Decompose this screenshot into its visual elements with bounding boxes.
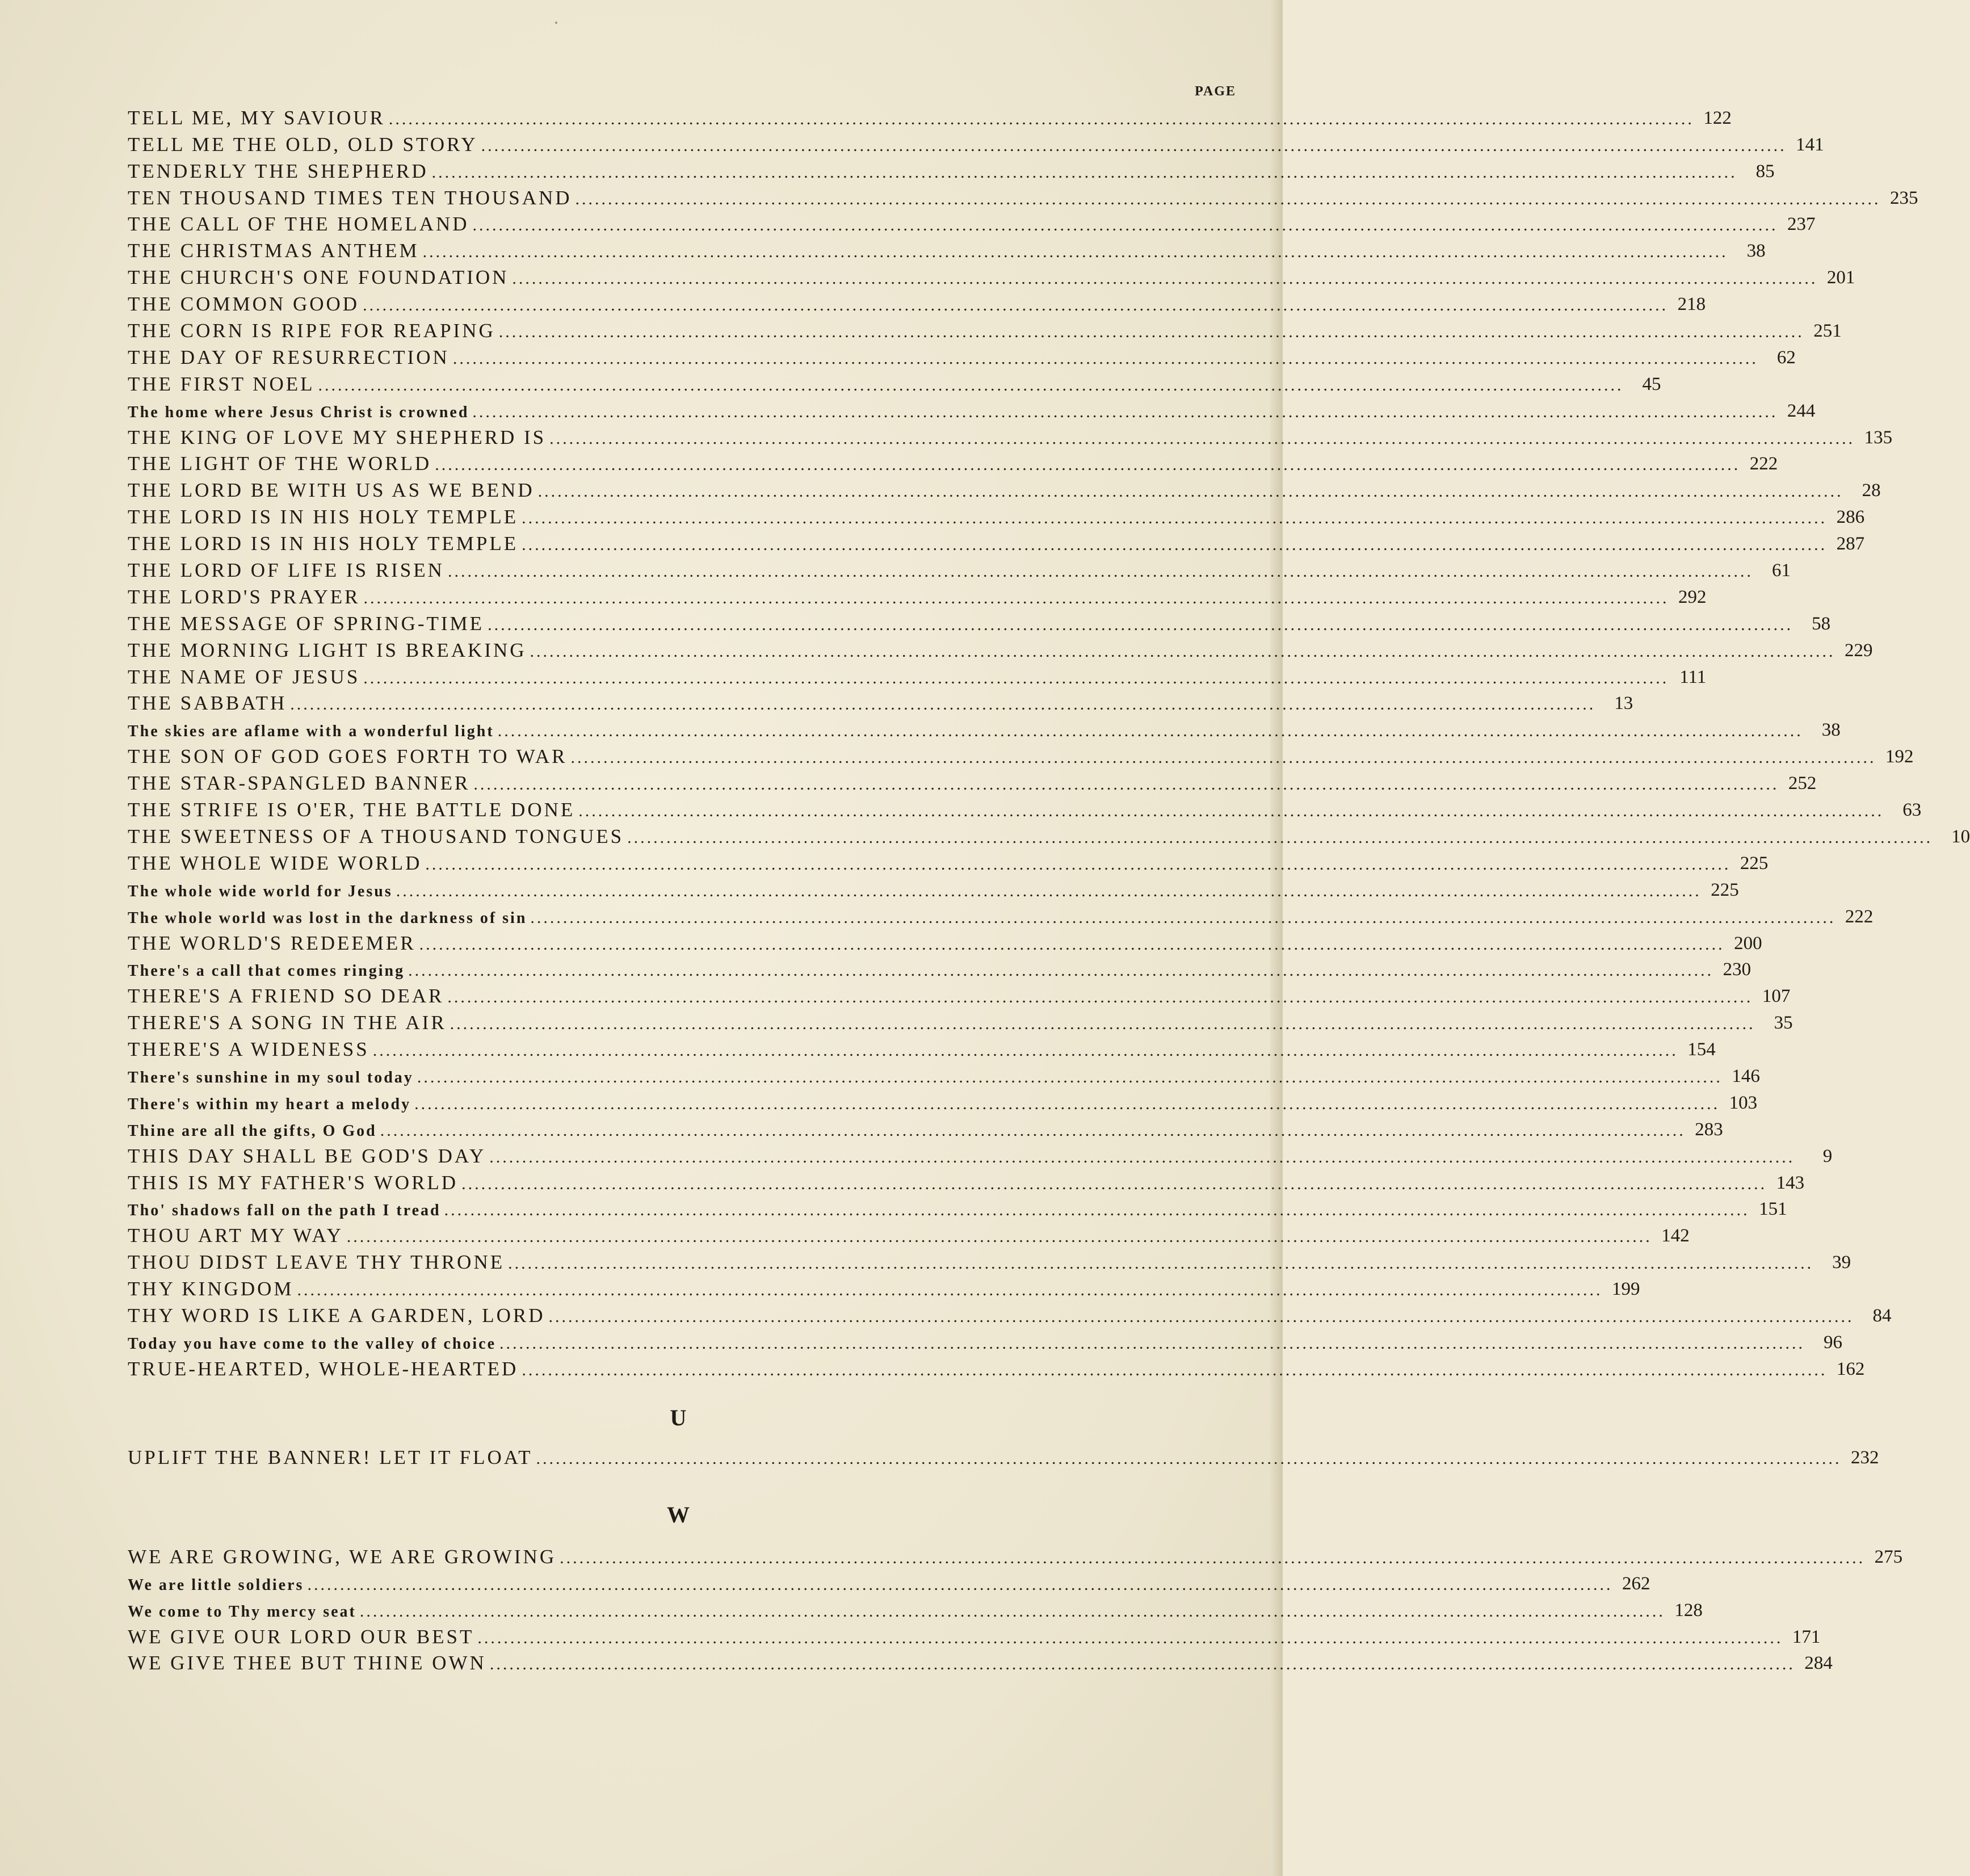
entry-page-number: 200 xyxy=(1734,933,1762,954)
entry-page-number: 262 xyxy=(1622,1573,1650,1594)
entry-title: THIS DAY SHALL BE GOD'S DAY xyxy=(128,1144,486,1167)
entry-title: THE MORNING LIGHT IS BREAKING xyxy=(128,639,527,661)
index-entry xyxy=(128,101,1732,129)
entry-title: THE SWEETNESS OF A THOUSAND TONGUES xyxy=(128,825,624,847)
dot-leader: ........................................................................................................................................................................................................ xyxy=(363,296,1669,315)
entry-title: THIS IS MY FATHER'S WORLD xyxy=(128,1171,459,1194)
entry-page-number: 84 xyxy=(1872,1305,1892,1326)
index-entry xyxy=(128,1245,1851,1274)
dot-leader: ........................................................................................................................................................................................................ xyxy=(452,349,1758,368)
index-entry xyxy=(128,500,1865,528)
dot-leader: ........................................................................................................................................................................................................ xyxy=(346,1227,1652,1247)
dot-leader: ........................................................................................................................................................................................................ xyxy=(498,322,1804,342)
index-entry xyxy=(128,527,1865,555)
index-entry xyxy=(128,1059,1760,1086)
dot-leader: ........................................................................................................................................................................................................ xyxy=(548,1307,1854,1326)
entry-title: The whole world was lost in the darkness of sin xyxy=(128,909,527,927)
entry-title: THOU ART MY WAY xyxy=(128,1224,343,1247)
entry-page-number: 96 xyxy=(1824,1332,1843,1353)
dot-leader: ........................................................................................................................................................................................................ xyxy=(380,1120,1686,1140)
index-entry xyxy=(128,1352,1865,1380)
index-entry xyxy=(128,234,1766,262)
dot-leader: ........................................................................................................................................................................................................ xyxy=(363,588,1669,607)
section-letter-u: U xyxy=(670,1405,687,1430)
dot-leader: ........................................................................................................................................................................................................ xyxy=(461,1174,1767,1193)
index-entry xyxy=(128,341,1796,368)
dot-leader: ........................................................................................................................................................................................................ xyxy=(575,189,1881,208)
entry-title: We are little soldiers xyxy=(128,1576,304,1594)
entry-page-number: 283 xyxy=(1695,1119,1723,1140)
index-entry xyxy=(128,1139,1833,1167)
dot-leader: ........................................................................................................................................................................................................ xyxy=(477,1628,1783,1647)
entry-title: THE CALL OF THE HOMELAND xyxy=(128,213,469,236)
entry-page-number: 39 xyxy=(1832,1252,1851,1273)
entry-title: THE LORD IS IN HIS HOLY TEMPLE xyxy=(128,506,519,528)
index-entry xyxy=(128,181,1918,209)
index-entry xyxy=(128,154,1775,182)
entry-page-number: 225 xyxy=(1711,879,1739,900)
paper-speck xyxy=(555,22,557,24)
entry-page-number: 28 xyxy=(1862,480,1881,501)
entry-page-number: 103 xyxy=(1729,1092,1758,1113)
entry-title: THE CORN IS RIPE FOR REAPING xyxy=(128,320,495,342)
entry-title: THE MESSAGE OF SPRING-TIME xyxy=(128,612,485,635)
entry-title: TENDERLY THE SHEPHERD xyxy=(128,160,429,182)
entry-title: THOU DIDST LEAVE THY THRONE xyxy=(128,1251,505,1274)
entry-title: THE KING OF LOVE MY SHEPHERD IS xyxy=(128,426,547,448)
index-entry xyxy=(128,766,1817,795)
dot-leader: ........................................................................................................................................................................................................ xyxy=(372,1041,1678,1060)
index-entry xyxy=(128,1033,1716,1061)
index-entry xyxy=(128,1593,1703,1621)
index-section-u xyxy=(128,1441,1879,1468)
entry-page-number: 58 xyxy=(1812,613,1831,634)
dot-leader: ........................................................................................................................................................................................................ xyxy=(425,854,1731,874)
index-entry xyxy=(128,713,1841,741)
dot-leader: ........................................................................................................................................................................................................ xyxy=(417,1067,1723,1086)
index-entry xyxy=(128,421,1893,448)
entry-title: THE LORD'S PRAYER xyxy=(128,585,360,608)
entry-page-number: 45 xyxy=(1642,373,1661,394)
dot-leader: ........................................................................................................................................................................................................ xyxy=(297,1281,1603,1300)
entry-title: The whole wide world for Jesus xyxy=(128,882,393,900)
entry-page-number: 85 xyxy=(1755,161,1775,182)
entry-page-number: 111 xyxy=(1679,666,1707,687)
index-entry xyxy=(128,1620,1821,1648)
entry-title: UPLIFT THE BANNER! LET IT FLOAT xyxy=(128,1446,533,1468)
dot-leader: ........................................................................................................................................................................................................ xyxy=(530,908,1836,927)
entry-page-number: 232 xyxy=(1851,1447,1879,1468)
dot-leader: ........................................................................................................................................................................................................ xyxy=(447,988,1753,1007)
entry-page-number: 13 xyxy=(1614,693,1633,714)
dot-leader: ........................................................................................................................................................................................................ xyxy=(359,1601,1665,1621)
entry-title: THE LORD BE WITH US AS WE BEND xyxy=(128,479,535,502)
dot-leader: ........................................................................................................................................................................................................ xyxy=(627,828,1933,847)
index-entry xyxy=(128,553,1791,582)
dot-leader: ........................................................................................................................................................................................................ xyxy=(522,1360,1828,1379)
index-entry xyxy=(128,447,1778,475)
dot-leader: ........................................................................................................................................................................................................ xyxy=(536,1449,1842,1468)
index-entry xyxy=(128,208,1816,236)
index-entry xyxy=(128,367,1661,395)
index-entry xyxy=(128,580,1707,608)
dot-leader: ........................................................................................................................................................................................................ xyxy=(419,934,1725,954)
entry-title: THE DAY OF RESURRECTION xyxy=(128,346,450,368)
entry-page-number: 222 xyxy=(1845,906,1874,927)
dot-leader: ........................................................................................................................................................................................................ xyxy=(472,402,1778,421)
entry-title: We come to Thy mercy seat xyxy=(128,1602,356,1621)
index-entry xyxy=(128,926,1762,954)
entry-title: THE NAME OF JESUS xyxy=(128,665,360,688)
entry-page-number: 275 xyxy=(1874,1546,1903,1567)
dot-leader: ........................................................................................................................................................................................................ xyxy=(435,455,1741,475)
entry-page-number: 244 xyxy=(1787,400,1816,421)
entry-page-number: 38 xyxy=(1746,241,1766,262)
entry-title: THE SABBATH xyxy=(128,692,287,715)
dot-leader: ........................................................................................................................................................................................................ xyxy=(522,509,1828,528)
index-entry xyxy=(128,979,1791,1008)
entry-page-number: 222 xyxy=(1749,454,1778,475)
index-entry xyxy=(128,1193,1787,1220)
entry-page-number: 61 xyxy=(1771,560,1791,581)
entry-title: TELL ME, MY SAVIOUR xyxy=(128,106,385,129)
entry-page-number: 143 xyxy=(1776,1172,1805,1193)
entry-page-number: 252 xyxy=(1788,773,1817,794)
entry-page-number: 154 xyxy=(1687,1039,1716,1060)
index-entry xyxy=(128,660,1707,688)
index-entry xyxy=(128,846,1769,874)
section-letter-w: W xyxy=(667,1502,690,1527)
dot-leader: ........................................................................................................................................................................................................ xyxy=(499,1333,1805,1353)
dot-leader: ........................................................................................................................................................................................................ xyxy=(450,1014,1755,1034)
dot-leader: ........................................................................................................................................................................................................ xyxy=(431,162,1737,182)
index-entry xyxy=(128,314,1842,342)
index-entry xyxy=(128,900,1874,927)
entry-page-number: 251 xyxy=(1813,321,1842,342)
entry-title: TEN THOUSAND TIMES TEN THOUSAND xyxy=(128,186,572,209)
index-entry xyxy=(128,607,1831,635)
entry-page-number: 162 xyxy=(1836,1358,1865,1379)
index-entry xyxy=(128,633,1873,661)
entry-title: THERE'S A FRIEND SO DEAR xyxy=(128,985,444,1008)
entry-title: THERE'S A WIDENESS xyxy=(128,1038,369,1061)
entry-title: Today you have come to the valley of choice xyxy=(128,1334,497,1353)
dot-leader: ........................................................................................................................................................................................................ xyxy=(363,668,1669,687)
dot-leader: ........................................................................................................................................................................................................ xyxy=(473,775,1779,794)
dot-leader: ........................................................................................................................................................................................................ xyxy=(489,1655,1795,1674)
entry-page-number: 135 xyxy=(1864,427,1893,448)
entry-page-number: 35 xyxy=(1774,1013,1793,1034)
dot-leader: ........................................................................................................................................................................................................ xyxy=(489,1147,1795,1166)
entry-title: TELL ME THE OLD, OLD STORY xyxy=(128,133,478,156)
entry-title: WE GIVE THEE BUT THINE OWN xyxy=(128,1652,486,1674)
entry-title: Thine are all the gifts, O God xyxy=(128,1122,377,1140)
dot-leader: ........................................................................................................................................................................................................ xyxy=(472,216,1778,235)
dot-leader: ........................................................................................................................................................................................................ xyxy=(318,375,1624,394)
index-entry xyxy=(128,1006,1793,1034)
entry-page-number: 199 xyxy=(1612,1279,1640,1300)
entry-title: THE LORD OF LIFE IS RISEN xyxy=(128,559,444,582)
dot-leader: ........................................................................................................................................................................................................ xyxy=(508,1254,1814,1273)
entry-title: THE FIRST NOEL xyxy=(128,372,315,395)
entry-title: WE GIVE OUR LORD OUR BEST xyxy=(128,1625,474,1648)
index-entry xyxy=(128,287,1706,316)
entry-page-number: 225 xyxy=(1740,853,1769,874)
index-entry xyxy=(128,1325,1843,1353)
entry-page-number: 201 xyxy=(1826,267,1855,288)
entry-page-number: 218 xyxy=(1677,294,1706,315)
entry-page-number: 9 xyxy=(1822,1145,1833,1166)
dot-leader: ........................................................................................................................................................................................................ xyxy=(537,482,1843,501)
entry-title: The skies are aflame with a wonderful light xyxy=(128,723,494,741)
entry-title: Tho' shadows fall on the path I tread xyxy=(128,1202,441,1220)
entry-title: There's within my heart a melody xyxy=(128,1095,411,1113)
index-entry xyxy=(128,473,1881,502)
entry-page-number: 284 xyxy=(1804,1653,1833,1674)
entry-title: THE WHOLE WIDE WORLD xyxy=(128,851,422,874)
dot-leader: ........................................................................................................................................................................................................ xyxy=(512,269,1818,288)
entry-page-number: 229 xyxy=(1845,640,1873,661)
dot-leader: ........................................................................................................................................................................................................ xyxy=(549,429,1855,448)
entry-page-number: 141 xyxy=(1796,134,1824,155)
dot-leader: ........................................................................................................................................................................................................ xyxy=(307,1575,1613,1594)
dot-leader: ........................................................................................................................................................................................................ xyxy=(388,109,1694,128)
dot-leader: ........................................................................................................................................................................................................ xyxy=(422,242,1728,262)
entry-title: TRUE-HEARTED, WHOLE-HEARTED xyxy=(128,1357,519,1380)
entry-page-number: 128 xyxy=(1674,1600,1703,1621)
entry-title: There's sunshine in my soul today xyxy=(128,1068,414,1086)
index-entry xyxy=(128,261,1855,289)
dot-leader: ........................................................................................................................................................................................................ xyxy=(447,562,1753,581)
dot-leader: ........................................................................................................................................................................................................ xyxy=(488,615,1793,634)
index-entry xyxy=(128,1567,1650,1594)
entry-title: THE STAR-SPANGLED BANNER xyxy=(128,772,471,795)
index-entry xyxy=(128,1272,1640,1300)
index-entry xyxy=(128,1647,1833,1674)
entry-title: There's a call that comes ringing xyxy=(128,962,405,980)
dot-leader: ........................................................................................................................................................................................................ xyxy=(497,721,1803,741)
entry-title: The home where Jesus Christ is crowned xyxy=(128,403,469,421)
entry-title: THE WORLD'S REDEEMER xyxy=(128,931,416,954)
entry-page-number: 10 xyxy=(1951,826,1970,847)
dot-leader: ........................................................................................................................................................................................................ xyxy=(396,881,1702,900)
entry-title: THE COMMON GOOD xyxy=(128,293,360,316)
index-entry xyxy=(128,687,1633,715)
index-section-w xyxy=(128,1540,1903,1674)
index-entry xyxy=(128,740,1914,768)
index-entry xyxy=(128,1086,1758,1113)
entry-page-number: 230 xyxy=(1723,959,1751,980)
entry-title: THE LORD IS IN HIS HOLY TEMPLE xyxy=(128,532,519,555)
entry-title: THERE'S A SONG IN THE AIR xyxy=(128,1012,447,1034)
index-entry xyxy=(128,1299,1892,1327)
index-entry xyxy=(128,1540,1903,1568)
page-column-label: PAGE xyxy=(1195,84,1236,99)
entry-page-number: 286 xyxy=(1836,507,1865,528)
entry-page-number: 62 xyxy=(1776,347,1796,368)
entry-title: THY WORD IS LIKE A GARDEN, LORD xyxy=(128,1304,545,1327)
dot-leader: ........................................................................................................................................................................................................ xyxy=(414,1094,1720,1113)
entry-title: THE LIGHT OF THE WORLD xyxy=(128,452,432,475)
entry-title: THY KINGDOM xyxy=(128,1278,294,1300)
dot-leader: ........................................................................................................................................................................................................ xyxy=(481,136,1787,155)
entry-page-number: 237 xyxy=(1787,214,1816,235)
entry-title: THE STRIFE IS O'ER, THE BATTLE DONE xyxy=(128,799,576,821)
entry-title: THE SON OF GOD GOES FORTH TO WAR xyxy=(128,745,568,768)
entry-page-number: 192 xyxy=(1885,746,1914,767)
index-entry xyxy=(128,1166,1805,1194)
entry-page-number: 63 xyxy=(1902,800,1922,821)
entry-page-number: 107 xyxy=(1762,986,1791,1007)
index-entry xyxy=(128,128,1824,156)
entry-title: THE CHURCH'S ONE FOUNDATION xyxy=(128,266,509,289)
dot-leader: ........................................................................................................................................................................................................ xyxy=(530,641,1835,661)
dot-leader: ........................................................................................................................................................................................................ xyxy=(290,695,1596,714)
entry-title: WE ARE GROWING, WE ARE GROWING xyxy=(128,1545,557,1568)
index-section-t xyxy=(128,101,1970,1380)
entry-page-number: 122 xyxy=(1703,107,1732,128)
index-entry xyxy=(128,1441,1879,1468)
entry-page-number: 171 xyxy=(1792,1626,1821,1647)
index-entry xyxy=(128,953,1751,980)
entry-page-number: 235 xyxy=(1890,187,1918,208)
index-entry xyxy=(128,820,1970,847)
dot-leader: ........................................................................................................................................................................................................ xyxy=(408,961,1714,980)
index-entry xyxy=(128,394,1816,421)
entry-page-number: 38 xyxy=(1821,720,1841,741)
entry-page-number: 292 xyxy=(1678,586,1707,607)
dot-leader: ........................................................................................................................................................................................................ xyxy=(522,535,1828,555)
dot-leader: ........................................................................................................................................................................................................ xyxy=(444,1201,1750,1220)
dot-leader: ........................................................................................................................................................................................................ xyxy=(570,748,1876,767)
entry-page-number: 146 xyxy=(1732,1065,1760,1086)
index-entry xyxy=(128,793,1922,821)
entry-page-number: 142 xyxy=(1661,1226,1690,1247)
entry-page-number: 287 xyxy=(1836,534,1865,555)
dot-leader: ........................................................................................................................................................................................................ xyxy=(578,801,1884,821)
dot-leader: ........................................................................................................................................................................................................ xyxy=(560,1548,1866,1567)
entry-page-number: 151 xyxy=(1759,1199,1787,1220)
index-entry xyxy=(128,1219,1690,1247)
index-entry xyxy=(128,1113,1723,1140)
entry-title: THE CHRISTMAS ANTHEM xyxy=(128,240,419,262)
index-entry xyxy=(128,873,1739,900)
